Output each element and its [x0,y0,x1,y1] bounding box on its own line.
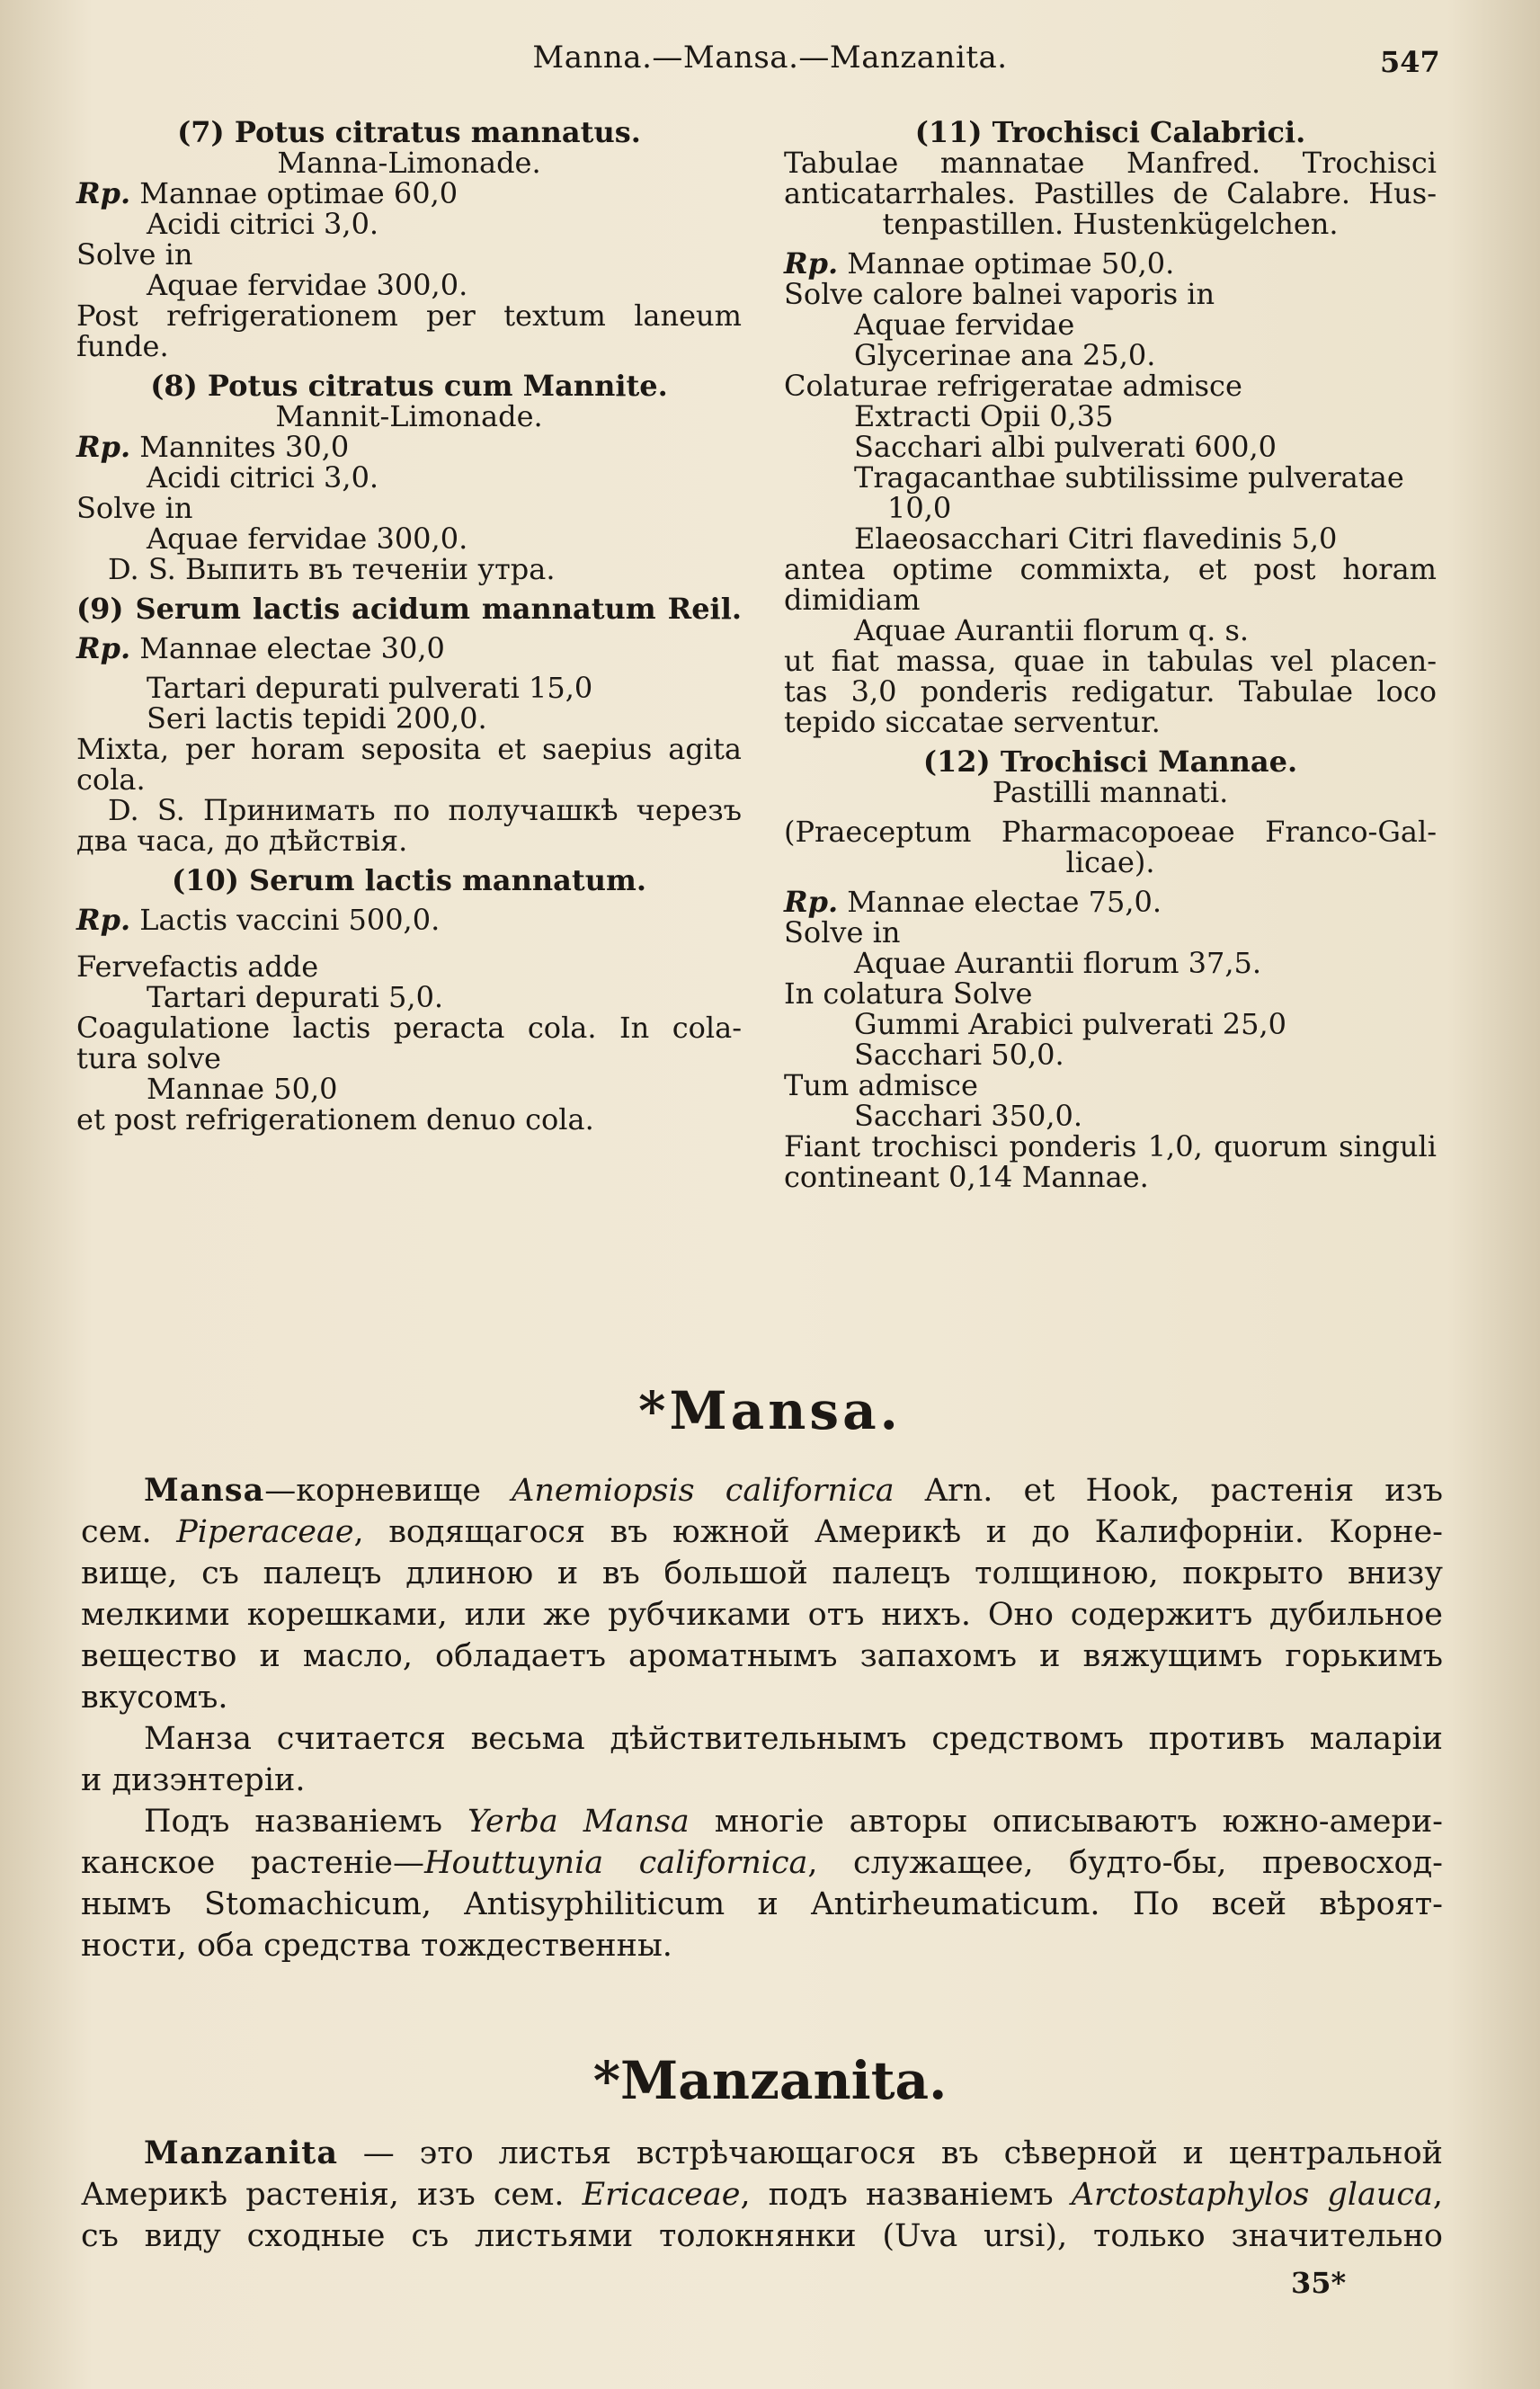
recipe-11-line: antea optime commixta, et post horam [784,552,1437,586]
manzanita-paragraph-line: Manzanita — это листья встрѣчающагося въ сѣверной и центральной [144,2135,1443,2171]
mansa-paragraph-line: Манза считается весьма дѣйствительнымъ средствомъ противъ маларіи [144,1721,1443,1757]
recipe-11-line: tas 3,0 ponderis redigatur. Tabulae loco [784,674,1437,709]
left-column [76,117,742,1135]
recipe-10-line: Fervefactis adde [76,949,319,984]
recipe-12-line: Rp. Mannae electae 75,0. [784,885,1162,919]
recipe-12-line: In colatura Solve [784,976,1033,1011]
recipe-12-line: Fiant trochisci ponderis 1,0, quorum singuli [784,1129,1437,1163]
manzanita-text [81,2133,1443,2257]
recipe-11-title: (11) Trochisci Calabrici. [914,115,1306,149]
recipe-11-line: 10,0 [887,491,952,525]
rp-abbrev: Rp. [784,885,839,919]
recipe-12-line: Solve in [784,915,901,949]
rp-abbrev: Rp. [76,176,131,210]
recipe-11-line: Sacchari albi pulverati 600,0 [854,430,1277,464]
recipe-9-line: Tartari depurati pulverati 15,0 [147,671,593,705]
recipe-11-line: tepido siccatae serventur. [784,705,1161,739]
mansa-paragraph-line: мелкими корешками, или же рубчиками отъ нихъ. Оно содержитъ дубильное [81,1597,1443,1633]
recipe-9-line: два часа, до дѣйствія. [76,824,408,858]
manzanita-paragraph-line: Америкѣ растенія, изъ сем. Ericaceae, подъ названіемъ Arctostaphylos glauca, [81,2177,1444,2213]
recipe-11-line: Extracti Opii 0,35 [854,399,1114,433]
rp-abbrev: Rp. [76,430,131,464]
recipe-9-line: cola. [76,762,146,797]
rp-abbrev: Rp. [76,903,131,937]
recipe-11-line: Colaturae refrigeratae admisce [784,369,1242,403]
mansa-paragraph-line: вещество и масло, обладаетъ ароматнымъ запахомъ и вяжущимъ горькимъ [81,1638,1443,1674]
recipe-11-line: Solve calore balnei vaporis in [784,277,1215,311]
recipe-12-line: Sacchari 50,0. [854,1038,1064,1072]
recipe-7-line: funde. [76,329,169,363]
recipe-12-subtitle: Pastilli mannati. [992,775,1229,809]
mansa-paragraph-line: канское растеніе—Houttuynia californica, служащее, будто-бы, превосход- [81,1845,1444,1881]
mansa-paragraph-line: вище, съ палецъ длиною и въ большой палецъ толщиною, покрыто внизу [81,1556,1443,1591]
page-number: 547 [1380,45,1440,79]
recipe-8-line: Aquae fervidae 300,0. [147,521,468,556]
recipe-11-line: Aquae Aurantii florum q. s. [854,613,1250,647]
recipe-7-line: Acidi citrici 3,0. [147,207,379,241]
manzanita-heading: *Manzanita. [592,2050,948,2111]
mansa-paragraph-line: сем. Piperaceae, водящагося въ южной Америкѣ и до Калифорніи. Корне- [81,1514,1443,1550]
mansa-paragraph-line: вкусомъ. [81,1680,228,1716]
recipe-9-title: (9) Serum lactis acidum mannatum Reil. [76,592,742,626]
recipe-12-line: Sacchari 350,0. [854,1099,1083,1133]
recipe-8-line: Rp. Mannites 30,0 [76,430,350,464]
recipe-12-title: (12) Trochisci Mannae. [922,744,1298,779]
recipe-11-line: Tabulae mannatae Manfred. Trochisci [784,146,1437,180]
recipe-10-line: Mannae 50,0 [147,1072,338,1106]
recipe-11-line: anticatarrhales. Pastilles de Calabre. Hus- [784,176,1437,210]
recipe-12-line: contineant 0,14 Mannae. [784,1160,1149,1194]
mansa-lemma: Mansa [144,1472,265,1509]
recipe-11-line: Glycerinae ana 25,0. [854,338,1156,372]
recipe-8-line: Solve in [76,491,193,525]
recipe-10-title: (10) Serum lactis mannatum. [172,863,646,897]
recipe-8-title: (8) Potus citratus cum Mannite. [150,369,668,403]
recipe-9-line: Mixta, per horam seposita et saepius agita [76,732,742,766]
recipe-12-line: licae). [1065,845,1155,879]
rp-abbrev: Rp. [76,631,131,665]
signature-mark: 35* [1291,2266,1347,2300]
recipe-11-line: ut fiat massa, quae in tabulas vel placen- [784,644,1437,678]
recipe-11-line: dimidiam [784,583,921,617]
recipe-10-line: tura solve [76,1041,221,1075]
recipe-10-line: Tartari depurati 5,0. [147,980,444,1014]
recipe-7-subtitle: Manna-Limonade. [277,146,541,180]
right-column [784,117,1437,1192]
recipe-12-line: Gummi Arabici pulverati 25,0 [854,1007,1287,1041]
mansa-paragraph-line: Подъ названіемъ Yerba Mansa многіе авторы описываютъ южно-амери- [144,1804,1443,1840]
recipe-7-title: (7) Potus citratus mannatus. [177,115,641,149]
recipe-8-line: Acidi citrici 3,0. [147,460,379,495]
recipe-12-line: Tum admisce [784,1068,978,1102]
rp-abbrev: Rp. [784,246,839,281]
recipe-9-line: D. S. Принимать по получашкѣ черезъ [108,793,742,827]
mansa-paragraph-line: Mansa—корневище Anemiopsis californica Arn. et Hook, растенія изъ [144,1472,1443,1509]
recipe-11-line: Rp. Mannae optimae 50,0. [784,246,1175,281]
recipe-7-line: Rp. Mannae optimae 60,0 [76,176,458,210]
recipe-9-line: Rp. Mannae electae 30,0 [76,631,445,665]
mansa-heading: *Mansa. [638,1380,902,1441]
recipe-10-line: Coagulatione lactis peracta cola. In cola- [76,1011,742,1045]
recipe-8-subtitle: Mannit-Limonade. [275,399,543,433]
recipe-9-line: Seri lactis tepidi 200,0. [147,701,487,735]
manzanita-lemma: Manzanita [144,2135,339,2171]
recipe-8-line: D. S. Выпить въ теченіи утра. [108,552,556,586]
mansa-paragraph-line: нымъ Stomachicum, Antisyphiliticum и Antirheumaticum. По всей вѣроят- [81,1886,1443,1922]
recipe-11-line: Tragacanthae subtilissime pulveratae [854,460,1404,495]
recipe-11-line: tenpastillen. Hustenkügelchen. [882,207,1339,241]
recipe-10-line: et post refrigerationem denuo cola. [76,1102,594,1137]
recipe-11-line: Aquae fervidae [854,308,1075,342]
recipe-7-line: Aquae fervidae 300,0. [147,268,468,302]
mansa-text [81,1470,1443,1966]
recipe-12-line: Aquae Aurantii florum 37,5. [854,946,1262,980]
running-head: Manna.—Mansa.—Manzanita. [532,40,1008,76]
recipe-7-line: Solve in [76,237,193,272]
mansa-paragraph-line: ности, оба средства тождественны. [81,1928,672,1964]
recipe-11-line: Elaeosacchari Citri flavedinis 5,0 [854,521,1338,556]
recipe-10-line: Rp. Lactis vaccini 500,0. [76,903,441,937]
mansa-paragraph-line: и дизэнтеріи. [81,1762,306,1798]
recipe-7-line: Post refrigerationem per textum laneum [76,299,742,333]
manzanita-paragraph-line: съ виду сходные съ листьями толокнянки (Uva ursi), только значительно [81,2218,1443,2254]
recipe-12-line: (Praeceptum Pharmacopoeae Franco-Gal- [784,815,1437,849]
